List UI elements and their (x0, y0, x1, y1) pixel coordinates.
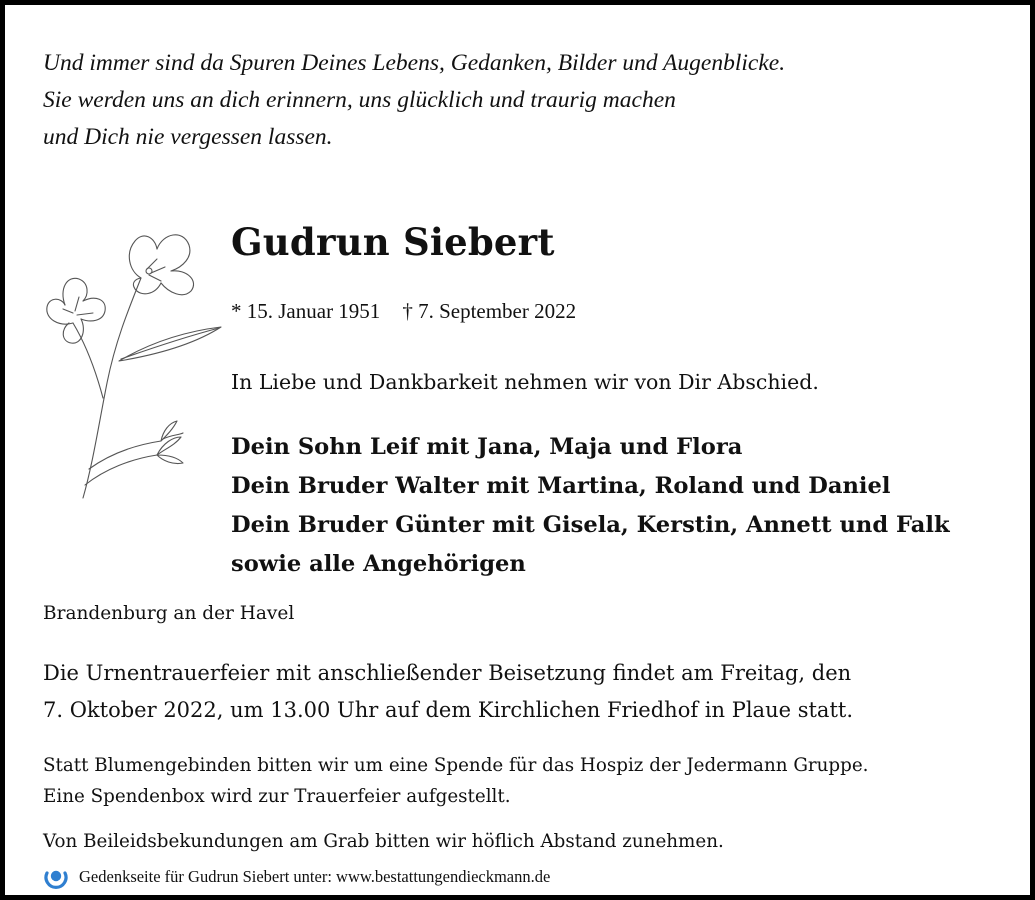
death-date: † 7. September 2022 (402, 299, 577, 323)
ceremony-line: Die Urnentrauerfeier mit anschließender Beisetzung findet am Freitag, den (43, 661, 852, 685)
family-line: Dein Bruder Walter mit Martina, Roland und Daniel (231, 473, 891, 499)
memorial-page-text: Gedenkseite für Gudrun Siebert unter: www.bestattungendieckmann.de (79, 867, 551, 886)
poem-line: Sie werden uns an dich erinnern, uns glücklich und traurig machen (43, 87, 676, 113)
memorial-page-link[interactable] (43, 863, 550, 891)
deceased-name: Gudrun Siebert (231, 220, 555, 264)
flower-drawing-icon (23, 223, 233, 513)
donation-info (43, 750, 868, 812)
ceremony-info (43, 655, 853, 729)
family-list (231, 428, 950, 584)
city-name: Brandenburg an der Havel (43, 603, 295, 624)
family-line: sowie alle Angehörigen (231, 551, 526, 577)
birth-date: * 15. Januar 1951 (231, 299, 381, 323)
memorial-logo-icon (43, 864, 69, 890)
donation-line: Statt Blumengebinden bitten wir um eine Spende für das Hospiz der Jedermann Gruppe. (43, 755, 869, 776)
ceremony-line: 7. Oktober 2022, um 13.00 Uhr auf dem Kirchlichen Friedhof in Plaue statt. (43, 698, 853, 722)
family-line: Dein Sohn Leif mit Jana, Maja und Flora (231, 434, 743, 460)
poem-line: Und immer sind da Spuren Deines Lebens, Gedanken, Bilder und Augenblicke. (43, 50, 786, 76)
family-line: Dein Bruder Günter mit Gisela, Kerstin, Annett und Falk (231, 512, 950, 538)
condolences-note: Von Beileidsbekundungen am Grab bitten wir höflich Abstand zunehmen. (43, 831, 724, 852)
farewell-text: In Liebe und Dankbarkeit nehmen wir von Dir Abschied. (231, 370, 819, 394)
poem-quote (43, 45, 785, 156)
life-dates (231, 297, 576, 325)
poem-line: und Dich nie vergessen lassen. (43, 124, 333, 150)
donation-line: Eine Spendenbox wird zur Trauerfeier aufgestellt. (43, 786, 511, 807)
